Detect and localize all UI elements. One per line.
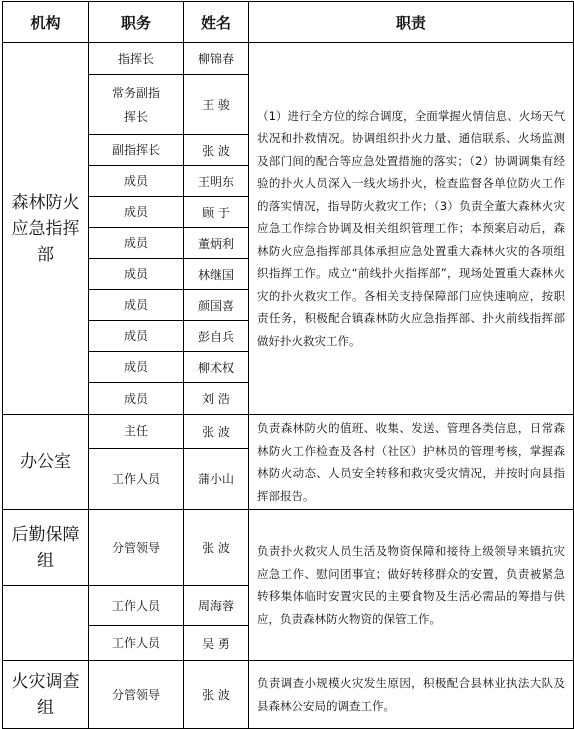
role-cell: 分管领导: [89, 661, 184, 729]
role-cell: 成员: [89, 290, 184, 321]
role-cell: 成员: [89, 166, 184, 197]
duty-cell-command: （1）进行全方位的综合调度，全面掌握火情信息、火场天气状况和扑救情况。协调组织扑火力量、通信联系、火场监测及部门间的配合等应急处置措施的落实；（2）协调调集有经验的扑火人员深入一线火场扑火，检查监督各单位防火工作的落实情况，指导防火救灾工作；（3）负责全董大森林火灾应急工作综合协调及相关组织管理工作；本预案启动后，森林防火应急指挥部具体承担应急处置重大森林火灾的各项组织指挥工作。成立“前线扑火指挥部”，现场处置重大森林火灾的扑火救灾工作。各相关支持保障部门应快速响应，按职责任务，积极配合镇森林防火应急指挥部、扑火前线指挥部做好扑火救灾工作。: [249, 43, 574, 415]
role-cell: 指挥长: [89, 43, 184, 75]
header-role: 职务: [89, 2, 184, 43]
name-cell: 柳术权: [184, 352, 249, 383]
role-cell: 成员: [89, 383, 184, 415]
org-cell-office: 办公室: [3, 415, 89, 510]
name-cell: 张 波: [184, 661, 249, 729]
name-cell: 柳锦春: [184, 43, 249, 75]
name-cell: 王明东: [184, 166, 249, 197]
role-cell: 成员: [89, 352, 184, 383]
org-cell-investigation: 火灾调查组: [3, 661, 89, 729]
responsibility-table: [2, 1, 574, 729]
duty-cell-investigation: 负责调查小规模火灾发生原因，积极配合县林业执法大队及县森林公安局的调查工作。: [249, 661, 574, 729]
name-cell: 张 波: [184, 510, 249, 586]
name-cell: 周海蓉: [184, 586, 249, 626]
table-row: [3, 43, 574, 75]
role-cell: 成员: [89, 321, 184, 352]
header-org: 机构: [3, 2, 89, 43]
name-cell: 张 波: [184, 135, 249, 166]
role-cell: 工作人员: [89, 586, 184, 626]
name-cell: 林继国: [184, 259, 249, 290]
name-cell: 彭自兵: [184, 321, 249, 352]
role-cell: 工作人员: [89, 626, 184, 661]
table-row: [3, 661, 574, 729]
name-cell: 颜国喜: [184, 290, 249, 321]
table-row: [3, 415, 574, 449]
duty-table-wrapper: [2, 1, 573, 729]
role-cell: 主任: [89, 415, 184, 449]
name-cell: 顾 于: [184, 197, 249, 228]
table-row: [3, 510, 574, 586]
header-name: 姓名: [184, 2, 249, 43]
org-cell-empty: [3, 586, 89, 661]
name-cell: 吴 勇: [184, 626, 249, 661]
org-cell-command: 森林防火应急指挥部: [3, 43, 89, 415]
name-cell: 张 波: [184, 415, 249, 449]
header-row: [3, 2, 574, 43]
header-duty: 职责: [249, 2, 574, 43]
duty-cell-office: 负责森林防火的值班、收集、发送、管理各类信息，日常森林防火工作检查及各村（社区）护林员的管理考核，掌握森林防火动态、人员安全转移和救灾受灾情况，并按时向县指挥部报告。: [249, 415, 574, 510]
role-cell: 成员: [89, 228, 184, 259]
name-cell: 董炳利: [184, 228, 249, 259]
name-cell: 刘 浩: [184, 383, 249, 415]
role-cell: 工作人员: [89, 448, 184, 509]
role-cell: 成员: [89, 259, 184, 290]
role-cell: 成员: [89, 197, 184, 228]
role-cell: 常务副指挥长: [89, 75, 184, 135]
name-cell: 王 骏: [184, 75, 249, 135]
duty-cell-logistics: 负责扑火救灾人员生活及物资保障和接待上级领导来镇抗灾应急工作、慰问团事宜；做好转移群众的安置，负责被紧急转移集体临时安置灾民的主要食物及生活必需品的筹措与供应，负责森林防火物资的保管工作。: [249, 510, 574, 661]
role-cell: 分管领导: [89, 510, 184, 586]
name-cell: 蒲小山: [184, 448, 249, 509]
org-cell-logistics: 后勤保障组: [3, 510, 89, 586]
role-cell: 副指挥长: [89, 135, 184, 166]
